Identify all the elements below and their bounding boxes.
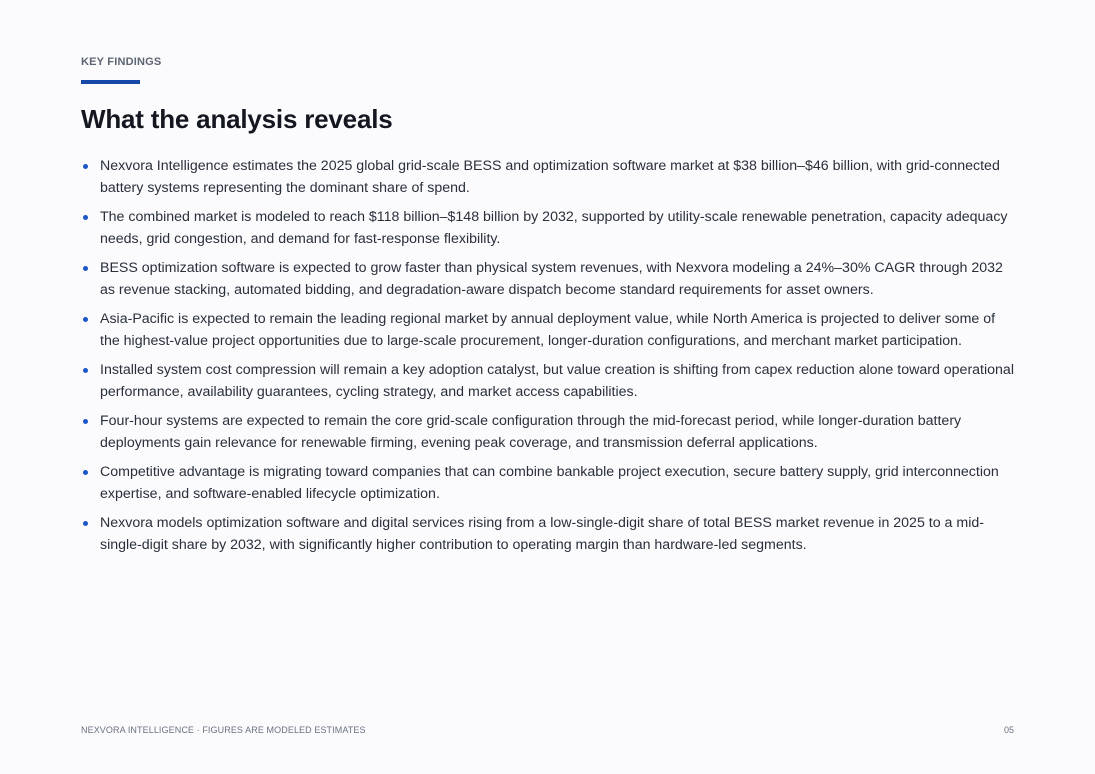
footer-source-note: NEXVORA INTELLIGENCE · FIGURES ARE MODELED ESTIMATES (81, 725, 366, 735)
findings-list (81, 155, 1016, 563)
page-title: What the analysis reveals (81, 104, 393, 134)
slide-page (81, 0, 1016, 774)
finding-item (81, 308, 1016, 352)
finding-text: Asia-Pacific is expected to remain the leading regional market by annual deployment value, while North America is projected to deliver some of the highest-value project opportunities due to large-scale procurement, longer-duration configurations, and merchant market participation. (100, 311, 996, 349)
finding-item (81, 512, 1016, 556)
section-eyebrow: KEY FINDINGS (81, 56, 162, 68)
bullet-dot-icon (83, 419, 88, 424)
finding-item (81, 359, 1016, 403)
bullet-dot-icon (83, 164, 88, 169)
finding-item (81, 155, 1016, 199)
finding-text: Nexvora models optimization software and digital services rising from a low-single-digit share of total BESS market revenue in 2025 to a mid-single-digit share by 2032, with significantly higher contribution to operating margin than hardware-led segments. (100, 515, 984, 553)
finding-text: BESS optimization software is expected to grow faster than physical system revenues, with Nexvora modeling a 24%–30% CAGR through 2032 as revenue stacking, automated bidding, and degradation-aware dispatch become standard requirements for asset owners. (100, 260, 1003, 298)
bullet-dot-icon (83, 470, 88, 475)
bullet-dot-icon (83, 368, 88, 373)
finding-item (81, 410, 1016, 454)
finding-text: Installed system cost compression will remain a key adoption catalyst, but value creation is shifting from capex reduction alone toward operational performance, availability guarantees, cycling strategy, and market access capabilities. (100, 362, 1014, 400)
finding-text: Nexvora Intelligence estimates the 2025 global grid-scale BESS and optimization software market at $38 billion–$46 billion, with grid-connected battery systems representing the dominant share of spend. (100, 158, 1000, 196)
finding-text: Competitive advantage is migrating toward companies that can combine bankable project execution, secure battery supply, grid interconnection expertise, and software-enabled lifecycle optimization. (100, 464, 999, 502)
accent-bar (81, 80, 140, 84)
finding-item (81, 461, 1016, 505)
finding-item (81, 206, 1016, 250)
bullet-dot-icon (83, 521, 88, 526)
bullet-dot-icon (83, 317, 88, 322)
finding-text: Four-hour systems are expected to remain the core grid-scale configuration through the mid-forecast period, while longer-duration battery deployments gain relevance for renewable firming, evening peak coverage, and transmission deferral applications. (100, 413, 962, 451)
bullet-dot-icon (83, 266, 88, 271)
finding-item (81, 257, 1016, 301)
finding-text: The combined market is modeled to reach $118 billion–$148 billion by 2032, supported by utility-scale renewable penetration, capacity adequacy needs, grid congestion, and demand for fast-response flexibility. (100, 209, 1008, 247)
page-number: 05 (1003, 725, 1014, 735)
bullet-dot-icon (83, 215, 88, 220)
